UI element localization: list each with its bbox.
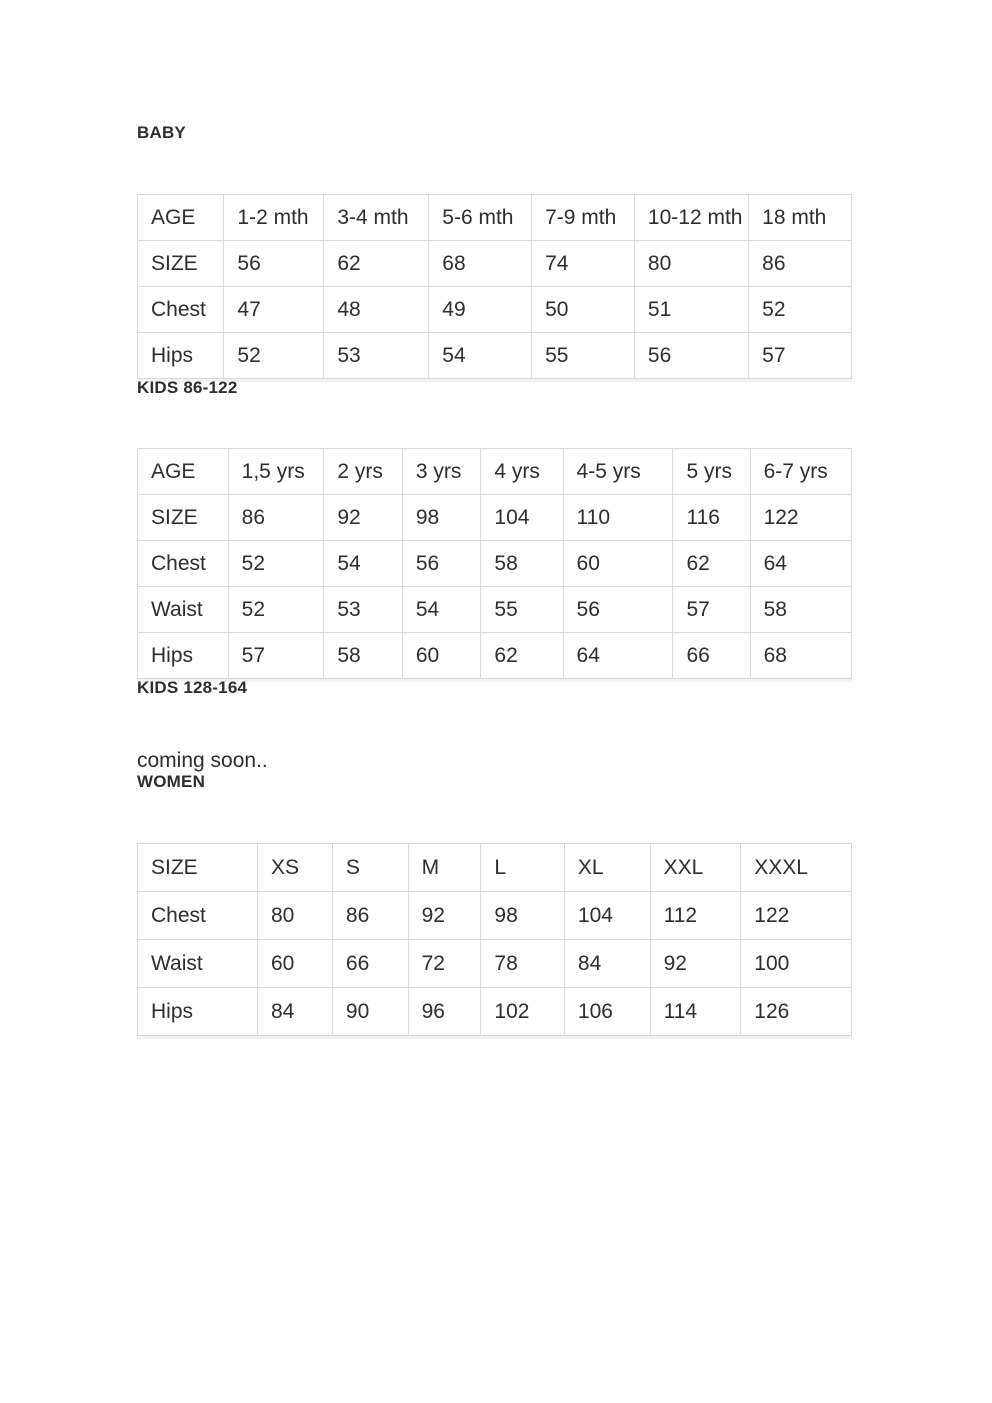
value-cell: 60 [563, 541, 673, 587]
value-cell: 100 [741, 940, 852, 988]
column-header-cell: 10-12 mth [634, 195, 748, 241]
table-row [138, 940, 852, 988]
value-cell: 56 [563, 587, 673, 633]
value-cell: 58 [481, 541, 563, 587]
value-cell: 104 [481, 495, 563, 541]
section-title-women: WOMEN [137, 772, 206, 791]
value-cell: 62 [673, 541, 750, 587]
column-header-cell: L [481, 844, 565, 892]
value-cell: 96 [408, 988, 481, 1036]
value-cell: 102 [481, 988, 565, 1036]
column-header-cell: 18 mth [749, 195, 852, 241]
value-cell: 57 [749, 333, 852, 379]
value-cell: 64 [750, 541, 851, 587]
value-cell: 55 [481, 587, 563, 633]
value-cell: 122 [750, 495, 851, 541]
row-label-cell: Hips [138, 633, 229, 679]
column-header-cell: 2 yrs [324, 449, 403, 495]
row-label-cell: Waist [138, 587, 229, 633]
value-cell: 98 [402, 495, 481, 541]
coming-soon-text: coming soon.. [137, 749, 268, 772]
section-title-baby: BABY [137, 123, 186, 142]
value-cell: 62 [324, 241, 429, 287]
value-cell: 57 [228, 633, 324, 679]
table-row [138, 449, 852, 495]
value-cell: 58 [324, 633, 403, 679]
value-cell: 86 [749, 241, 852, 287]
value-cell: 54 [429, 333, 532, 379]
value-cell: 52 [224, 333, 324, 379]
value-cell: 116 [673, 495, 750, 541]
value-cell: 56 [634, 333, 748, 379]
value-cell: 126 [741, 988, 852, 1036]
value-cell: 56 [402, 541, 481, 587]
value-cell: 53 [324, 333, 429, 379]
table-row [138, 844, 852, 892]
column-header-cell: SIZE [138, 844, 258, 892]
row-label-cell: Chest [138, 287, 224, 333]
column-header-cell: 3 yrs [402, 449, 481, 495]
value-cell: 58 [750, 587, 851, 633]
column-header-cell: 5-6 mth [429, 195, 532, 241]
value-cell: 112 [650, 892, 741, 940]
value-cell: 52 [228, 587, 324, 633]
row-label-cell: Waist [138, 940, 258, 988]
row-label-cell: SIZE [138, 495, 229, 541]
row-label-cell: Chest [138, 892, 258, 940]
column-header-cell: 1,5 yrs [228, 449, 324, 495]
value-cell: 86 [332, 892, 408, 940]
value-cell: 49 [429, 287, 532, 333]
value-cell: 53 [324, 587, 403, 633]
row-label-cell: Hips [138, 333, 224, 379]
value-cell: 106 [564, 988, 650, 1036]
value-cell: 92 [650, 940, 741, 988]
row-label-cell: Hips [138, 988, 258, 1036]
value-cell: 60 [402, 633, 481, 679]
baby-size-table [137, 194, 852, 379]
column-header-cell: 1-2 mth [224, 195, 324, 241]
value-cell: 64 [563, 633, 673, 679]
value-cell: 114 [650, 988, 741, 1036]
value-cell: 110 [563, 495, 673, 541]
column-header-cell: 6-7 yrs [750, 449, 851, 495]
column-header-cell: XXXL [741, 844, 852, 892]
value-cell: 52 [228, 541, 324, 587]
kids-86-122-size-table [137, 448, 852, 679]
table-row [138, 587, 852, 633]
value-cell: 52 [749, 287, 852, 333]
table-row [138, 195, 852, 241]
table-row [138, 988, 852, 1036]
column-header-cell: 3-4 mth [324, 195, 429, 241]
column-header-cell: XL [564, 844, 650, 892]
column-header-cell: M [408, 844, 481, 892]
column-header-cell: AGE [138, 449, 229, 495]
column-header-cell: 7-9 mth [532, 195, 635, 241]
value-cell: 84 [257, 988, 332, 1036]
column-header-cell: 4 yrs [481, 449, 563, 495]
section-title-kids-86-122: KIDS 86-122 [137, 378, 238, 397]
value-cell: 50 [532, 287, 635, 333]
column-header-cell: XXL [650, 844, 741, 892]
table-row [138, 633, 852, 679]
value-cell: 62 [481, 633, 563, 679]
value-cell: 60 [257, 940, 332, 988]
table-row [138, 892, 852, 940]
value-cell: 104 [564, 892, 650, 940]
value-cell: 84 [564, 940, 650, 988]
value-cell: 54 [324, 541, 403, 587]
value-cell: 72 [408, 940, 481, 988]
value-cell: 48 [324, 287, 429, 333]
value-cell: 90 [332, 988, 408, 1036]
table-row [138, 333, 852, 379]
value-cell: 51 [634, 287, 748, 333]
column-header-cell: XS [257, 844, 332, 892]
column-header-cell: 4-5 yrs [563, 449, 673, 495]
value-cell: 57 [673, 587, 750, 633]
value-cell: 92 [324, 495, 403, 541]
row-label-cell: Chest [138, 541, 229, 587]
column-header-cell: 5 yrs [673, 449, 750, 495]
table-row [138, 495, 852, 541]
value-cell: 98 [481, 892, 565, 940]
table-row [138, 541, 852, 587]
value-cell: 66 [673, 633, 750, 679]
value-cell: 78 [481, 940, 565, 988]
value-cell: 68 [429, 241, 532, 287]
value-cell: 80 [634, 241, 748, 287]
table-row [138, 287, 852, 333]
value-cell: 54 [402, 587, 481, 633]
table-row [138, 241, 852, 287]
value-cell: 68 [750, 633, 851, 679]
value-cell: 80 [257, 892, 332, 940]
section-title-kids-128-164: KIDS 128-164 [137, 678, 248, 697]
value-cell: 66 [332, 940, 408, 988]
value-cell: 122 [741, 892, 852, 940]
value-cell: 55 [532, 333, 635, 379]
size-guide-content [137, 0, 852, 1036]
women-size-table [137, 843, 852, 1036]
value-cell: 74 [532, 241, 635, 287]
row-label-cell: SIZE [138, 241, 224, 287]
column-header-cell: S [332, 844, 408, 892]
value-cell: 92 [408, 892, 481, 940]
value-cell: 47 [224, 287, 324, 333]
value-cell: 86 [228, 495, 324, 541]
column-header-cell: AGE [138, 195, 224, 241]
value-cell: 56 [224, 241, 324, 287]
